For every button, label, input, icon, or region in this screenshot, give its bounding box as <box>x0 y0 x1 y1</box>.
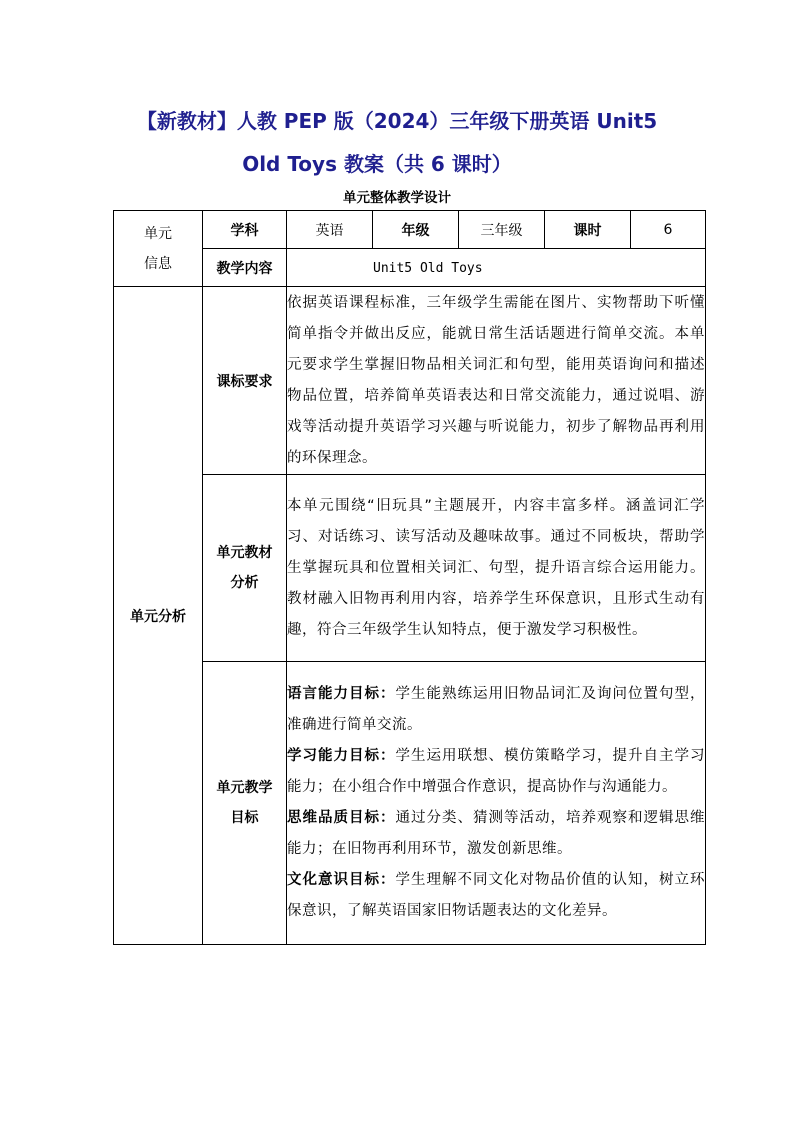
material-label-line-2: 分析 <box>230 575 259 591</box>
material-row <box>114 475 706 662</box>
table-caption: 单元整体教学设计 <box>343 190 451 206</box>
goal-text: 学生理解不同文化对物品价值的认知，树立环保意识，了解英语国家旧物话题表达的文化差异。 <box>287 872 705 919</box>
hours-value: 6 <box>631 211 706 249</box>
unit-info-label-cell <box>114 211 203 287</box>
material-label-line-1: 单元教材 <box>216 545 273 561</box>
goals-label-cell <box>203 662 287 945</box>
goal-text: 学生运用联想、模仿策略学习，提升自主学习能力；在小组合作中增强合作意识，提高协作与沟通能力。 <box>287 748 705 795</box>
unit-info-label-line-1: 单元 <box>144 225 172 242</box>
hours-label: 课时 <box>545 211 631 249</box>
goals-row <box>114 662 706 945</box>
goal-label: 学习能力目标： <box>287 748 396 764</box>
subject-label: 学科 <box>203 211 287 249</box>
goal-thinking <box>287 803 705 865</box>
goal-language <box>287 679 705 741</box>
unit-info-label-line-2: 信息 <box>144 255 172 272</box>
grade-label: 年级 <box>373 211 459 249</box>
goal-culture <box>287 865 705 927</box>
goals-cell <box>287 662 706 945</box>
goal-learning <box>287 741 705 803</box>
document-title-line-1: 【新教材】人教 PEP 版（2024）三年级下册英语 Unit5 <box>136 109 658 133</box>
curriculum-label: 课标要求 <box>203 287 287 475</box>
curriculum-row <box>114 287 706 475</box>
goals-label-line-1: 单元教学 <box>216 780 273 796</box>
curriculum-text: 依据英语课程标准，三年级学生需能在图片、实物帮助下听懂简单指令并做出反应，能就日常生活话题进行简单交流。本单元要求学生掌握旧物品相关词汇和句型，能用英语询问和描述物品位置，培养简单英语表达和日常交流能力，通过说唱、游戏等活动提升英语学习兴趣与听说能力，初步了解物品再利用的环保理念。 <box>287 287 706 475</box>
goal-text: 学生能熟练运用旧物品词汇及询问位置句型，准确进行简单交流。 <box>287 686 705 733</box>
goals-label-line-2: 目标 <box>230 810 259 826</box>
unit-analysis-label: 单元分析 <box>114 287 203 945</box>
subject-value: 英语 <box>287 211 373 249</box>
goal-label: 语言能力目标： <box>287 686 396 702</box>
content-label: 教学内容 <box>203 249 287 287</box>
material-text: 本单元围绕“旧玩具”主题展开，内容丰富多样。涵盖词汇学习、对话练习、读写活动及趣味故事。通过不同板块，帮助学生掌握玩具和位置相关词汇、句型，提升语言综合运用能力。教材融入旧物再利用内容，培养学生环保意识，且形式生动有趣，符合三年级学生认知特点，便于激发学习积极性。 <box>287 475 706 662</box>
content-value-cell <box>287 249 706 287</box>
goal-label: 思维品质目标： <box>287 810 396 826</box>
info-row-2 <box>114 249 706 287</box>
content-value: Unit5 Old Toys <box>373 260 483 276</box>
document-title-line-2: Old Toys 教案（共 6 课时） <box>242 152 512 176</box>
material-label-cell <box>203 475 287 662</box>
goal-label: 文化意识目标： <box>287 872 396 888</box>
unit-design-table <box>113 210 706 945</box>
goal-text: 通过分类、猜测等活动，培养观察和逻辑思维能力；在旧物再利用环节，激发创新思维。 <box>287 810 705 857</box>
grade-value: 三年级 <box>459 211 545 249</box>
info-row-1 <box>114 211 706 249</box>
